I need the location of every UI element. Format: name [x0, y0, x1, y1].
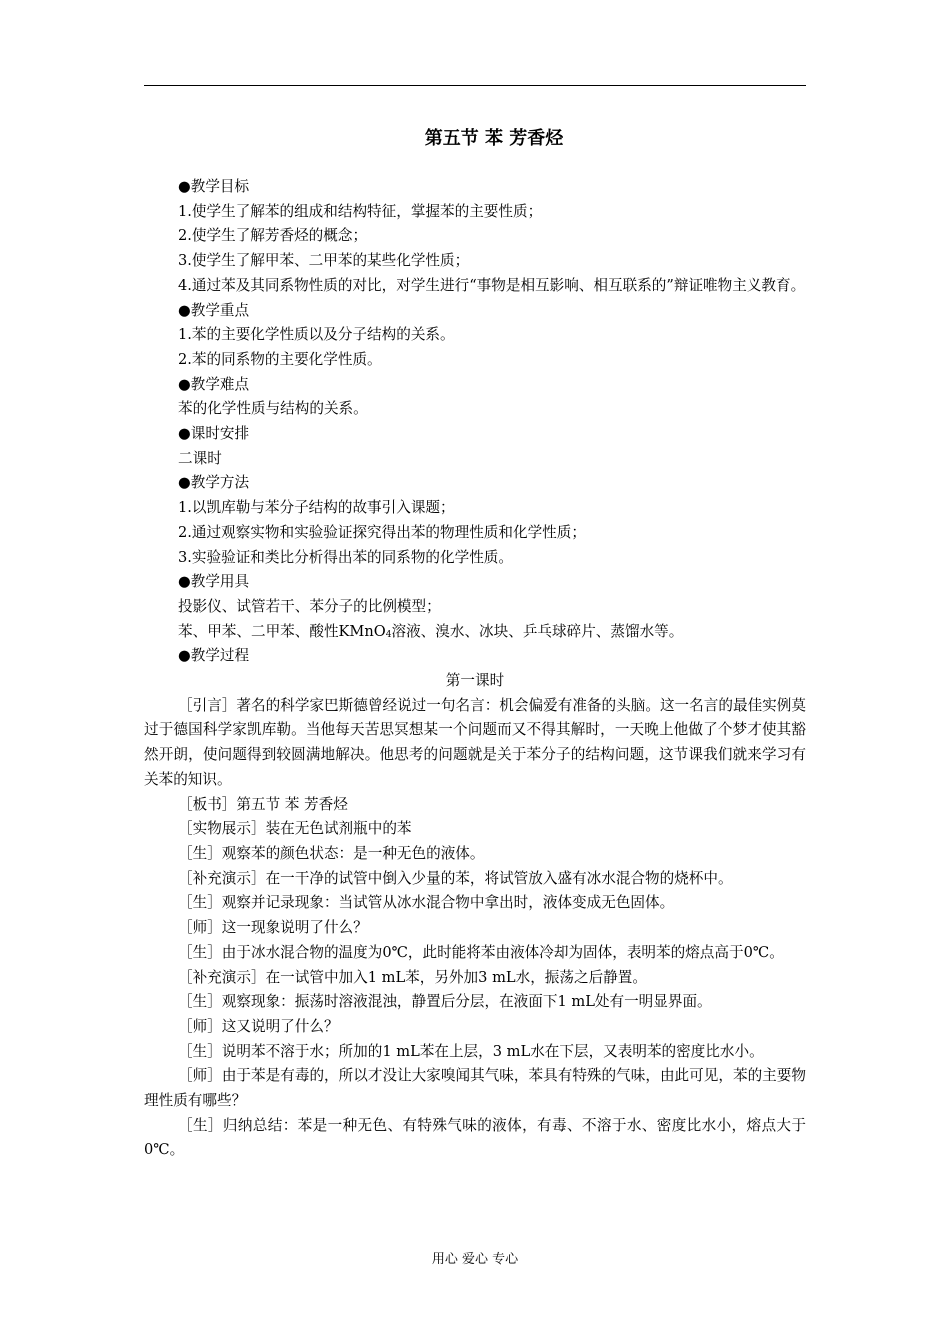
text-line [144, 891, 806, 916]
line-text: 苯、甲苯、二甲苯、酸性KMnO [178, 622, 386, 640]
text-line [144, 496, 806, 521]
line-text: 1.以凯库勒与苯分子结构的故事引入课题； [178, 499, 455, 517]
line-text: ［师］这一现象说明了什么？ [178, 919, 368, 937]
line-text: 4.通过苯及其同系物性质的对比，对学生进行“事物是相互影响、相互联系的”辩证唯物主义教育。 [178, 276, 806, 294]
text-line [144, 1064, 806, 1113]
line-text-continued: 溶液、溴水、冰块、乒乓球碎片、蒸馏水等。 [391, 622, 684, 640]
text-line [144, 694, 806, 793]
line-text: 3.使学生了解甲苯、二甲苯的某些化学性质； [178, 252, 470, 270]
line-text: ［师］这又说明了什么？ [178, 1017, 339, 1035]
line-text: ●教学重点 [178, 301, 250, 319]
text-line [144, 817, 806, 842]
line-text: ●教学难点 [178, 375, 250, 393]
line-text: ［生］由于冰水混合物的温度为0℃，此时能将苯由液体冷却为固体，表明苯的熔点高于0℃。 [178, 943, 784, 961]
text-line [144, 916, 806, 941]
line-text: 投影仪、试管若干、苯分子的比例模型； [178, 597, 441, 615]
line-text: ●教学目标 [178, 178, 250, 195]
header-rule [144, 85, 806, 86]
line-text: ［生］归纳总结：苯是一种无色、有特殊气味的液体，有毒、不溶于水、密度比水小，熔点大于0℃。 [144, 1116, 806, 1159]
text-line [144, 299, 806, 324]
line-text: ［实物展示］装在无色试剂瓶中的苯 [178, 820, 412, 838]
line-text: ［生］说明苯不溶于水；所加的1 mL苯在上层，3 mL水在下层，又表明苯的密度比水小。 [178, 1042, 764, 1060]
text-line [144, 1114, 806, 1163]
text-line [144, 224, 806, 249]
text-line [144, 1040, 806, 1065]
line-text: ［生］观察并记录现象：当试管从冰水混合物中拿出时，液体变成无色固体。 [178, 894, 675, 912]
text-line [144, 644, 806, 669]
text-line [144, 867, 806, 892]
text-line [144, 546, 806, 571]
line-text: ［补充演示］在一干净的试管中倒入少量的苯，将试管放入盛有冰水混合物的烧杯中。 [178, 869, 733, 887]
line-text: 2.通过观察实物和实验验证探究得出苯的物理性质和化学性质； [178, 523, 586, 541]
section-heading [144, 669, 806, 694]
line-text: 3.实验验证和类比分析得出苯的同系物的化学性质。 [178, 548, 513, 566]
text-line [144, 990, 806, 1015]
line-text: ［引言］著名的科学家巴斯德曾经说过一句名言：机会偏爱有准备的头脑。这一名言的最佳实例莫过于德国科学家凯库勒。当他每天苦思冥想某一个问题而又不得其解时，一天晚上他做了个梦才使其豁然开朗，使问题得到较圆满地解决。他思考的问题就是关于苯分子的结构问题，这节课我们就来学习有关苯的知识。 [144, 696, 806, 788]
text-line [144, 595, 806, 620]
line-text: 苯的化学性质与结构的关系。 [178, 400, 368, 418]
line-text: ●教学过程 [178, 647, 250, 665]
text-line [144, 521, 806, 546]
text-line [144, 447, 806, 472]
text-line [144, 249, 806, 274]
line-text: 二课时 [178, 449, 222, 467]
line-text: ●教学用具 [178, 573, 250, 591]
text-line [144, 570, 806, 595]
text-line [144, 323, 806, 348]
text-line [144, 348, 806, 373]
line-text: 1.使学生了解苯的组成和结构特征，掌握苯的主要性质； [178, 202, 543, 220]
line-text: ●教学方法 [178, 474, 250, 492]
line-text: 2.使学生了解芳香烃的概念； [178, 227, 368, 245]
line-text: 1.苯的主要化学性质以及分子结构的关系。 [178, 326, 455, 344]
text-line [144, 422, 806, 447]
line-text: ［生］观察现象：振荡时溶液混浊，静置后分层，在液面下1 mL处有一明显界面。 [178, 993, 712, 1011]
line-text: ［补充演示］在一试管中加入1 mL苯，另外加3 mL水，振荡之后静置。 [178, 968, 647, 986]
line-text: ［师］由于苯是有毒的，所以才没让大家嗅闻其气味，苯具有特殊的气味，由此可见，苯的主要物理性质有哪些？ [144, 1067, 806, 1110]
text-line [144, 471, 806, 496]
page-footer: 用心 爱心 专心 [431, 1252, 519, 1267]
text-line [144, 793, 806, 818]
page-title: 第五节 苯 芳香烃 [424, 128, 564, 149]
text-line [144, 1015, 806, 1040]
text-line [144, 274, 806, 299]
text-line [144, 842, 806, 867]
text-line [144, 397, 806, 422]
text-line [144, 941, 806, 966]
line-text: ●课时安排 [178, 425, 250, 443]
document-body [144, 175, 806, 1163]
line-text: ［生］观察苯的颜色状态：是一种无色的液体。 [178, 844, 485, 862]
text-line [144, 373, 806, 398]
line-text: ［板书］第五节 苯 芳香烃 [178, 795, 348, 813]
line-text: 2.苯的同系物的主要化学性质。 [178, 350, 382, 368]
text-line [144, 175, 806, 200]
subscript: 4 [385, 629, 392, 640]
text-line [144, 620, 806, 645]
line-text: 第一课时 [445, 672, 505, 690]
text-line [144, 966, 806, 991]
text-line [144, 200, 806, 225]
